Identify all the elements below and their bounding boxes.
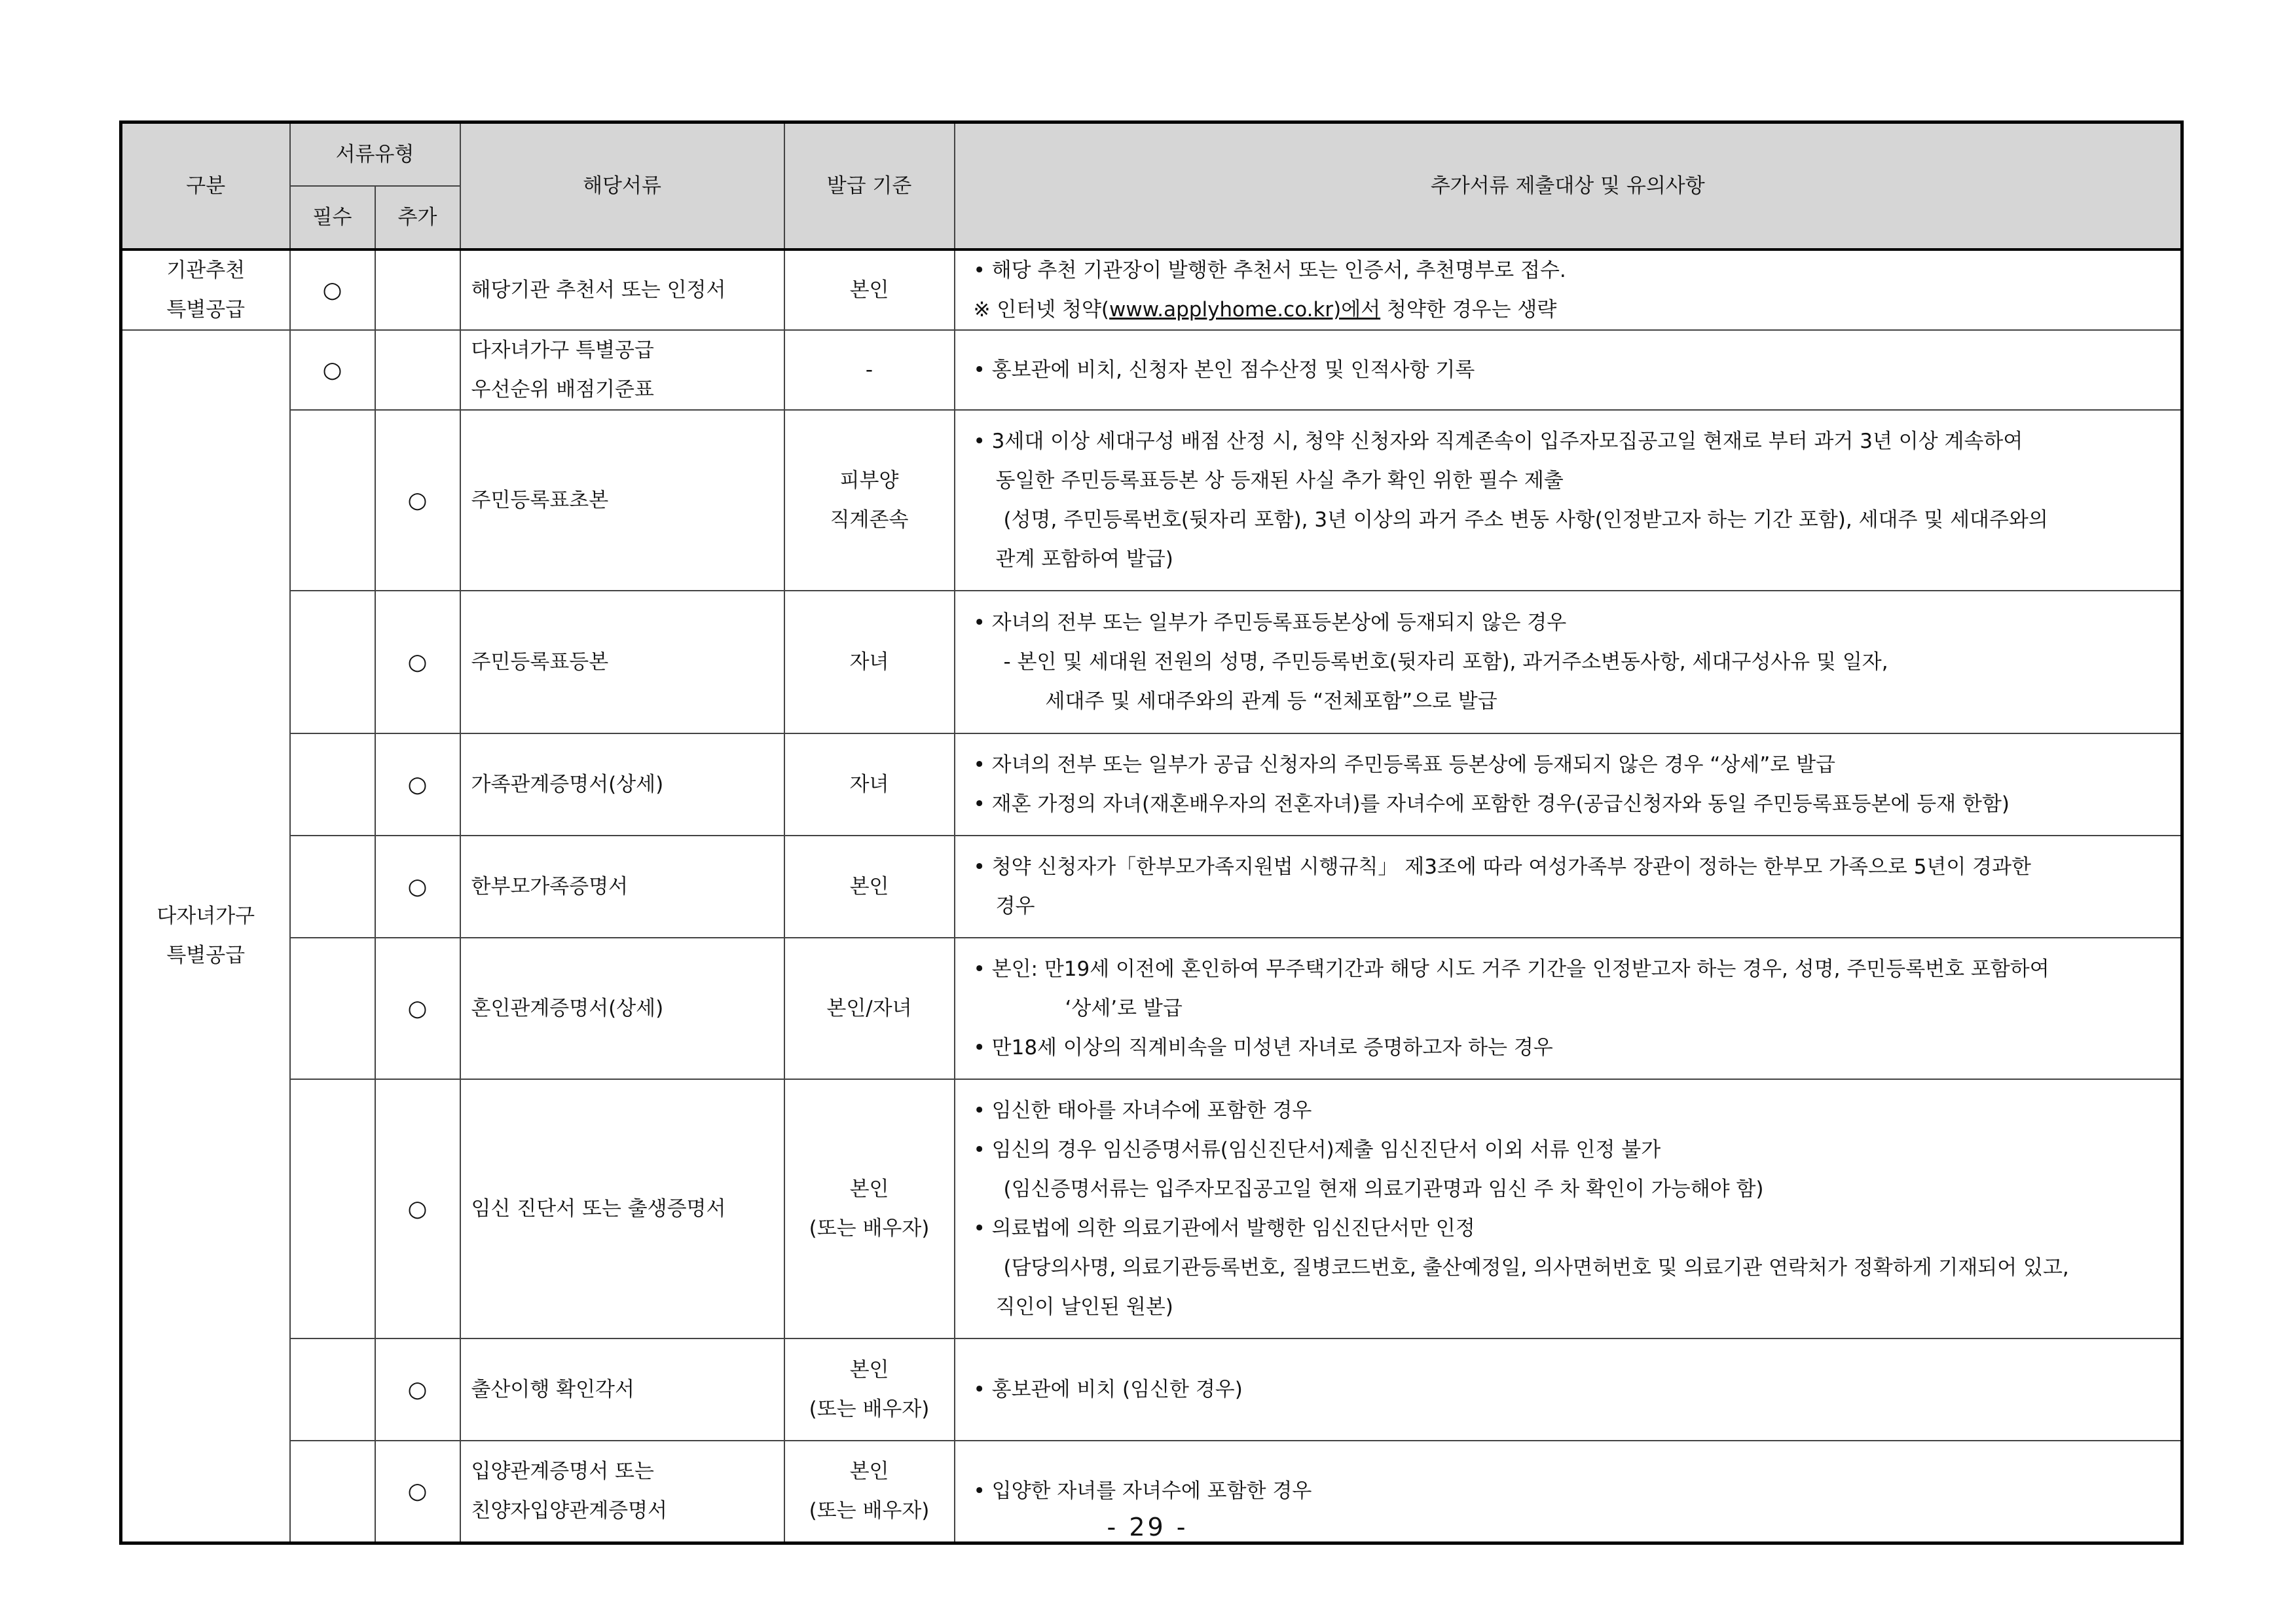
header-additional: 추가 [375, 186, 460, 249]
notes-cell: • 홍보관에 비치 (임신한 경우) [955, 1338, 2182, 1441]
additional-mark: ○ [375, 938, 460, 1079]
document-cell: 출산이행 확인각서 [460, 1338, 784, 1441]
table-row [121, 938, 2182, 1079]
category-cell: 기관추천 특별공급 [121, 249, 290, 330]
additional-mark: ○ [375, 410, 460, 591]
notes-cell: • 청약 신청자가「한부모가족지원법 시행규칙」 제3조에 따라 여성가족부 장관이 정하는 한부모 가족으로 5년이 경과한 경우 [955, 836, 2182, 938]
header-category: 구분 [121, 122, 290, 250]
table-row [121, 836, 2182, 938]
table-row [121, 591, 2182, 733]
required-mark-empty [290, 591, 375, 733]
document-cell: 주민등록표등본 [460, 591, 784, 733]
notes-cell: • 3세대 이상 세대구성 배점 산정 시, 청약 신청자와 직계존속이 입주자모집공고일 현재로 부터 과거 3년 이상 계속하여 동일한 주민등록표등본 상 등재된 사실 추가 확인 위한 필수 제출 (성명, 주민등록번호(뒷자리 포함), 3년 이상의 과거 주소 변동 사항(인정받고자 하는 기간 포함), 세대주 및 세대주와의 관계 포함하여 발급) [955, 410, 2182, 591]
header-required: 필수 [290, 186, 375, 249]
issuance-cell: 본인 (또는 배우자) [784, 1338, 955, 1441]
header-document: 해당서류 [460, 122, 784, 250]
issuance-cell: 본인 (또는 배우자) [784, 1079, 955, 1338]
table-row [121, 1079, 2182, 1338]
table-header [121, 122, 2182, 250]
additional-mark: ○ [375, 733, 460, 836]
additional-mark-empty [375, 330, 460, 410]
table-row [121, 410, 2182, 591]
additional-mark: ○ [375, 1079, 460, 1338]
document-cell: 해당기관 추천서 또는 인정서 [460, 249, 784, 330]
required-mark-empty [290, 1338, 375, 1441]
document-cell: 다자녀가구 특별공급 우선순위 배점기준표 [460, 330, 784, 410]
notes-cell: • 임신한 태아를 자녀수에 포함한 경우 • 임신의 경우 임신증명서류(임신진단서)제출 임신진단서 이외 서류 인정 불가 (임신증명서류는 입주자모집공고일 현재 의료기관명과 임신 주 차 확인이 가능해야 함) • 의료법에 의한 의료기관에서 발행한 임신진단서만 인정 (담당의사명, 의료기관등록번호, 질병코드번호, 출산예정일, 의사면허번호 및 의료기관 연락처가 정확하게 기재되어 있고, 직인이 날인된 원본) [955, 1079, 2182, 1338]
table-row [121, 1338, 2182, 1441]
additional-mark: ○ [375, 591, 460, 733]
header-doc-type: 서류유형 [290, 122, 460, 187]
notes-cell: • 홍보관에 비치, 신청자 본인 점수산정 및 인적사항 기록 [955, 330, 2182, 410]
notes-cell: • 입양한 자녀를 자녀수에 포함한 경우 [955, 1441, 2182, 1543]
document-requirements-table [119, 120, 2184, 1545]
issuance-cell: 본인 [784, 249, 955, 330]
table-row [121, 249, 2182, 330]
issuance-cell: - [784, 330, 955, 410]
additional-mark: ○ [375, 1338, 460, 1441]
issuance-cell: 피부양 직계존속 [784, 410, 955, 591]
document-cell: 주민등록표초본 [460, 410, 784, 591]
issuance-cell: 자녀 [784, 591, 955, 733]
document-cell: 한부모가족증명서 [460, 836, 784, 938]
required-mark-empty [290, 733, 375, 836]
notes-cell: • 자녀의 전부 또는 일부가 공급 신청자의 주민등록표 등본상에 등재되지 않은 경우 “상세”로 발급 • 재혼 가정의 자녀(재혼배우자의 전혼자녀)를 자녀수에 포함한 경우(공급신청자와 동일 주민등록표등본에 등재 한함) [955, 733, 2182, 836]
header-notes: 추가서류 제출대상 및 유의사항 [955, 122, 2182, 250]
issuance-cell: 본인 [784, 836, 955, 938]
category-cell: 다자녀가구 특별공급 [121, 330, 290, 1543]
additional-mark: ○ [375, 836, 460, 938]
required-mark: ○ [290, 330, 375, 410]
required-mark-empty [290, 410, 375, 591]
required-mark-empty [290, 836, 375, 938]
table-row [121, 330, 2182, 410]
notes-cell: • 본인: 만19세 이전에 혼인하여 무주택기간과 해당 시도 거주 기간을 인정받고자 하는 경우, 성명, 주민등록번호 포함하여 ‘상세’로 발급 • 만18세 이상의 직계비속을 미성년 자녀로 증명하고자 하는 경우 [955, 938, 2182, 1079]
required-mark-empty [290, 938, 375, 1079]
applyhome-link[interactable]: www.applyhome.co.kr)에서 [1109, 298, 1381, 322]
issuance-cell: 본인/자녀 [784, 938, 955, 1079]
required-mark-empty [290, 1079, 375, 1338]
page-number: - 29 - [1107, 1513, 1188, 1541]
document-cell: 혼인관계증명서(상세) [460, 938, 784, 1079]
notes-cell: • 자녀의 전부 또는 일부가 주민등록표등본상에 등재되지 않은 경우 - 본인 및 세대원 전원의 성명, 주민등록번호(뒷자리 포함), 과거주소변동사항, 세대구성사유 및 일자, 세대주 및 세대주와의 관계 등 “전체포함”으로 발급 [955, 591, 2182, 733]
issuance-cell: 본인 (또는 배우자) [784, 1441, 955, 1543]
header-issuance: 발급 기준 [784, 122, 955, 250]
additional-mark: ○ [375, 1441, 460, 1543]
table-row [121, 733, 2182, 836]
issuance-cell: 자녀 [784, 733, 955, 836]
document-cell: 가족관계증명서(상세) [460, 733, 784, 836]
document-cell: 임신 진단서 또는 출생증명서 [460, 1079, 784, 1338]
document-cell: 입양관계증명서 또는 친양자입양관계증명서 [460, 1441, 784, 1543]
notes-cell: • 해당 추천 기관장이 발행한 추천서 또는 인증서, 추천명부로 접수. ※ 인터넷 청약(www.applyhome.co.kr)에서 청약한 경우는 생략 [955, 249, 2182, 330]
required-mark: ○ [290, 249, 375, 330]
additional-mark-empty [375, 249, 460, 330]
